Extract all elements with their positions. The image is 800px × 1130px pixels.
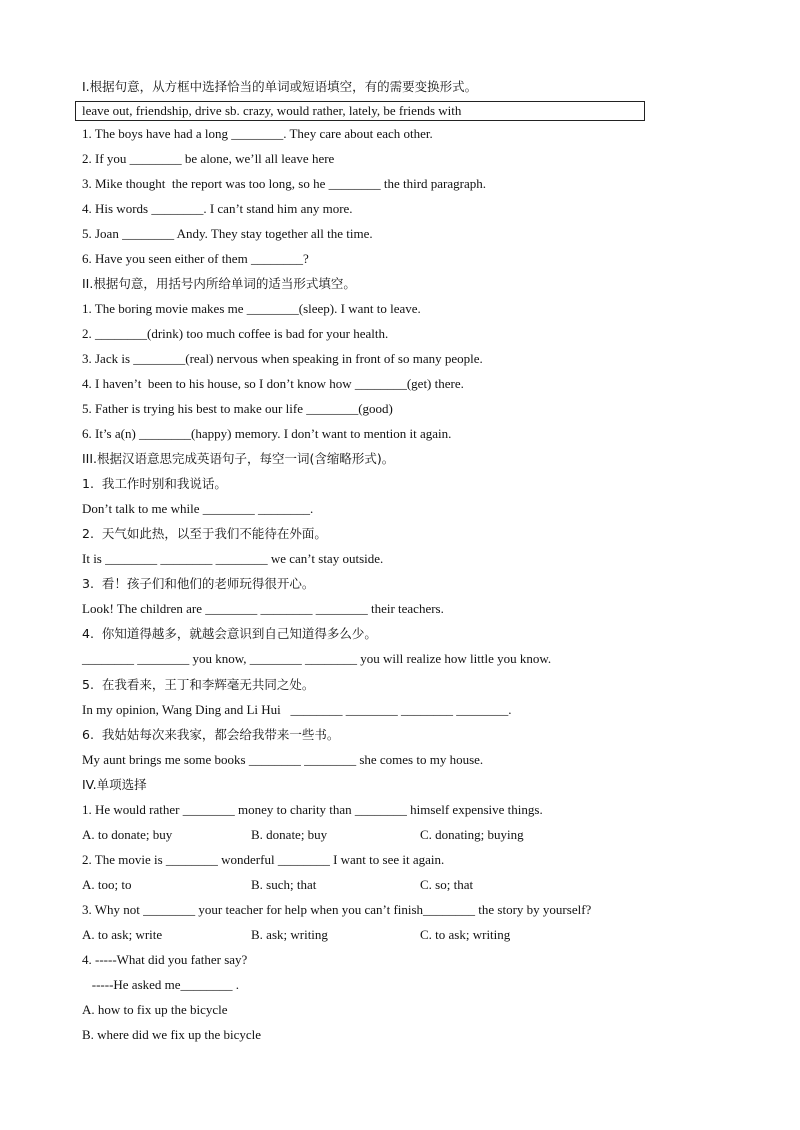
s4-q4-stem: 4. -----What did you father say?: [82, 952, 248, 967]
s1-item-6: 6. Have you seen either of them ________?: [82, 251, 309, 266]
s4-q4-option-a: A. how to fix up the bicycle: [82, 1002, 228, 1017]
s2-item-4: 4. I haven’t been to his house, so I don’t know how ________(get) there.: [82, 376, 464, 391]
s3-item-2-zh: 2. 天气如此热，以至于我们不能待在外面。: [82, 526, 327, 541]
s3-item-6-zh: 6. 我姑姑每次来我家，都会给我带来一些书。: [82, 727, 340, 742]
section-3-heading: III.根据汉语意思完成英语句子，每空一词(含缩略形式)。: [82, 451, 395, 466]
s4-q2-option-b: B. such; that: [251, 877, 317, 892]
s3-item-6-en: My aunt brings me some books ________ ________ she comes to my house.: [82, 752, 484, 767]
s4-q2-option-c: C. so; that: [420, 877, 474, 892]
s4-q2-stem: 2. The movie is ________ wonderful ________ I want to see it again.: [82, 852, 445, 867]
s4-q3-stem: 3. Why not ________ your teacher for help when you can’t finish________ the story by yourself?: [82, 902, 592, 917]
s3-item-4-zh: 4. 你知道得越多，就越会意识到自己知道得多么少。: [82, 626, 377, 641]
s1-item-1: 1. The boys have had a long ________. They care about each other.: [82, 126, 433, 141]
s1-item-2: 2. If you ________ be alone, we’ll all leave here: [82, 151, 335, 166]
s3-item-1-en: Don’t talk to me while ________ ________.: [82, 501, 314, 516]
section-2-heading: II.根据句意，用括号内所给单词的适当形式填空。: [82, 276, 356, 291]
s4-q3-option-a: A. to ask; write: [82, 927, 163, 942]
s3-item-4-en: ________ ________ you know, ________ ________ you will realize how little you know.: [82, 651, 552, 666]
s2-item-6: 6. It’s a(n) ________(happy) memory. I don’t want to mention it again.: [82, 426, 452, 441]
s4-q3-option-c: C. to ask; writing: [420, 927, 511, 942]
s4-q1-stem: 1. He would rather ________ money to charity than ________ himself expensive things.: [82, 802, 543, 817]
s2-item-3: 3. Jack is ________(real) nervous when speaking in front of so many people.: [82, 351, 483, 366]
section-4-heading: IV.单项选择: [82, 777, 147, 792]
s4-q1-option-a: A. to donate; buy: [82, 827, 173, 842]
s3-item-2-en: It is ________ ________ ________ we can’t stay outside.: [82, 551, 384, 566]
s3-item-1-zh: 1. 我工作时别和我说话。: [82, 476, 227, 491]
s3-item-5-en: In my opinion, Wang Ding and Li Hui ________ ________ ________ ________.: [82, 702, 512, 717]
s3-item-3-en: Look! The children are ________ ________ ________ their teachers.: [82, 601, 444, 616]
s1-item-5: 5. Joan ________ Andy. They stay together all the time.: [82, 226, 373, 241]
s3-item-3-zh: 3. 看！孩子们和他们的老师玩得很开心。: [82, 576, 315, 591]
s4-q3-option-b: B. ask; writing: [251, 927, 328, 942]
word-box: leave out, friendship, drive sb. crazy, would rather, lately, be friends with: [75, 101, 645, 121]
section-1-heading: I.根据句意，从方框中选择恰当的单词或短语填空，有的需要变换形式。: [82, 79, 478, 94]
s4-q1-option-b: B. donate; buy: [251, 827, 328, 842]
s1-item-4: 4. His words ________. I can’t stand him any more.: [82, 201, 353, 216]
s4-q2-option-a: A. too; to: [82, 877, 132, 892]
s2-item-5: 5. Father is trying his best to make our life ________(good): [82, 401, 393, 416]
s3-item-5-zh: 5. 在我看来，王丁和李辉毫无共同之处。: [82, 677, 315, 692]
s2-item-2: 2. ________(drink) too much coffee is bad for your health.: [82, 326, 389, 341]
s4-q1-option-c: C. donating; buying: [420, 827, 524, 842]
s4-q4-stem-reply: -----He asked me________ .: [82, 977, 240, 992]
s2-item-1: 1. The boring movie makes me ________(sleep). I want to leave.: [82, 301, 421, 316]
s4-q4-option-b: B. where did we fix up the bicycle: [82, 1027, 262, 1042]
s1-item-3: 3. Mike thought the report was too long, so he ________ the third paragraph.: [82, 176, 487, 191]
